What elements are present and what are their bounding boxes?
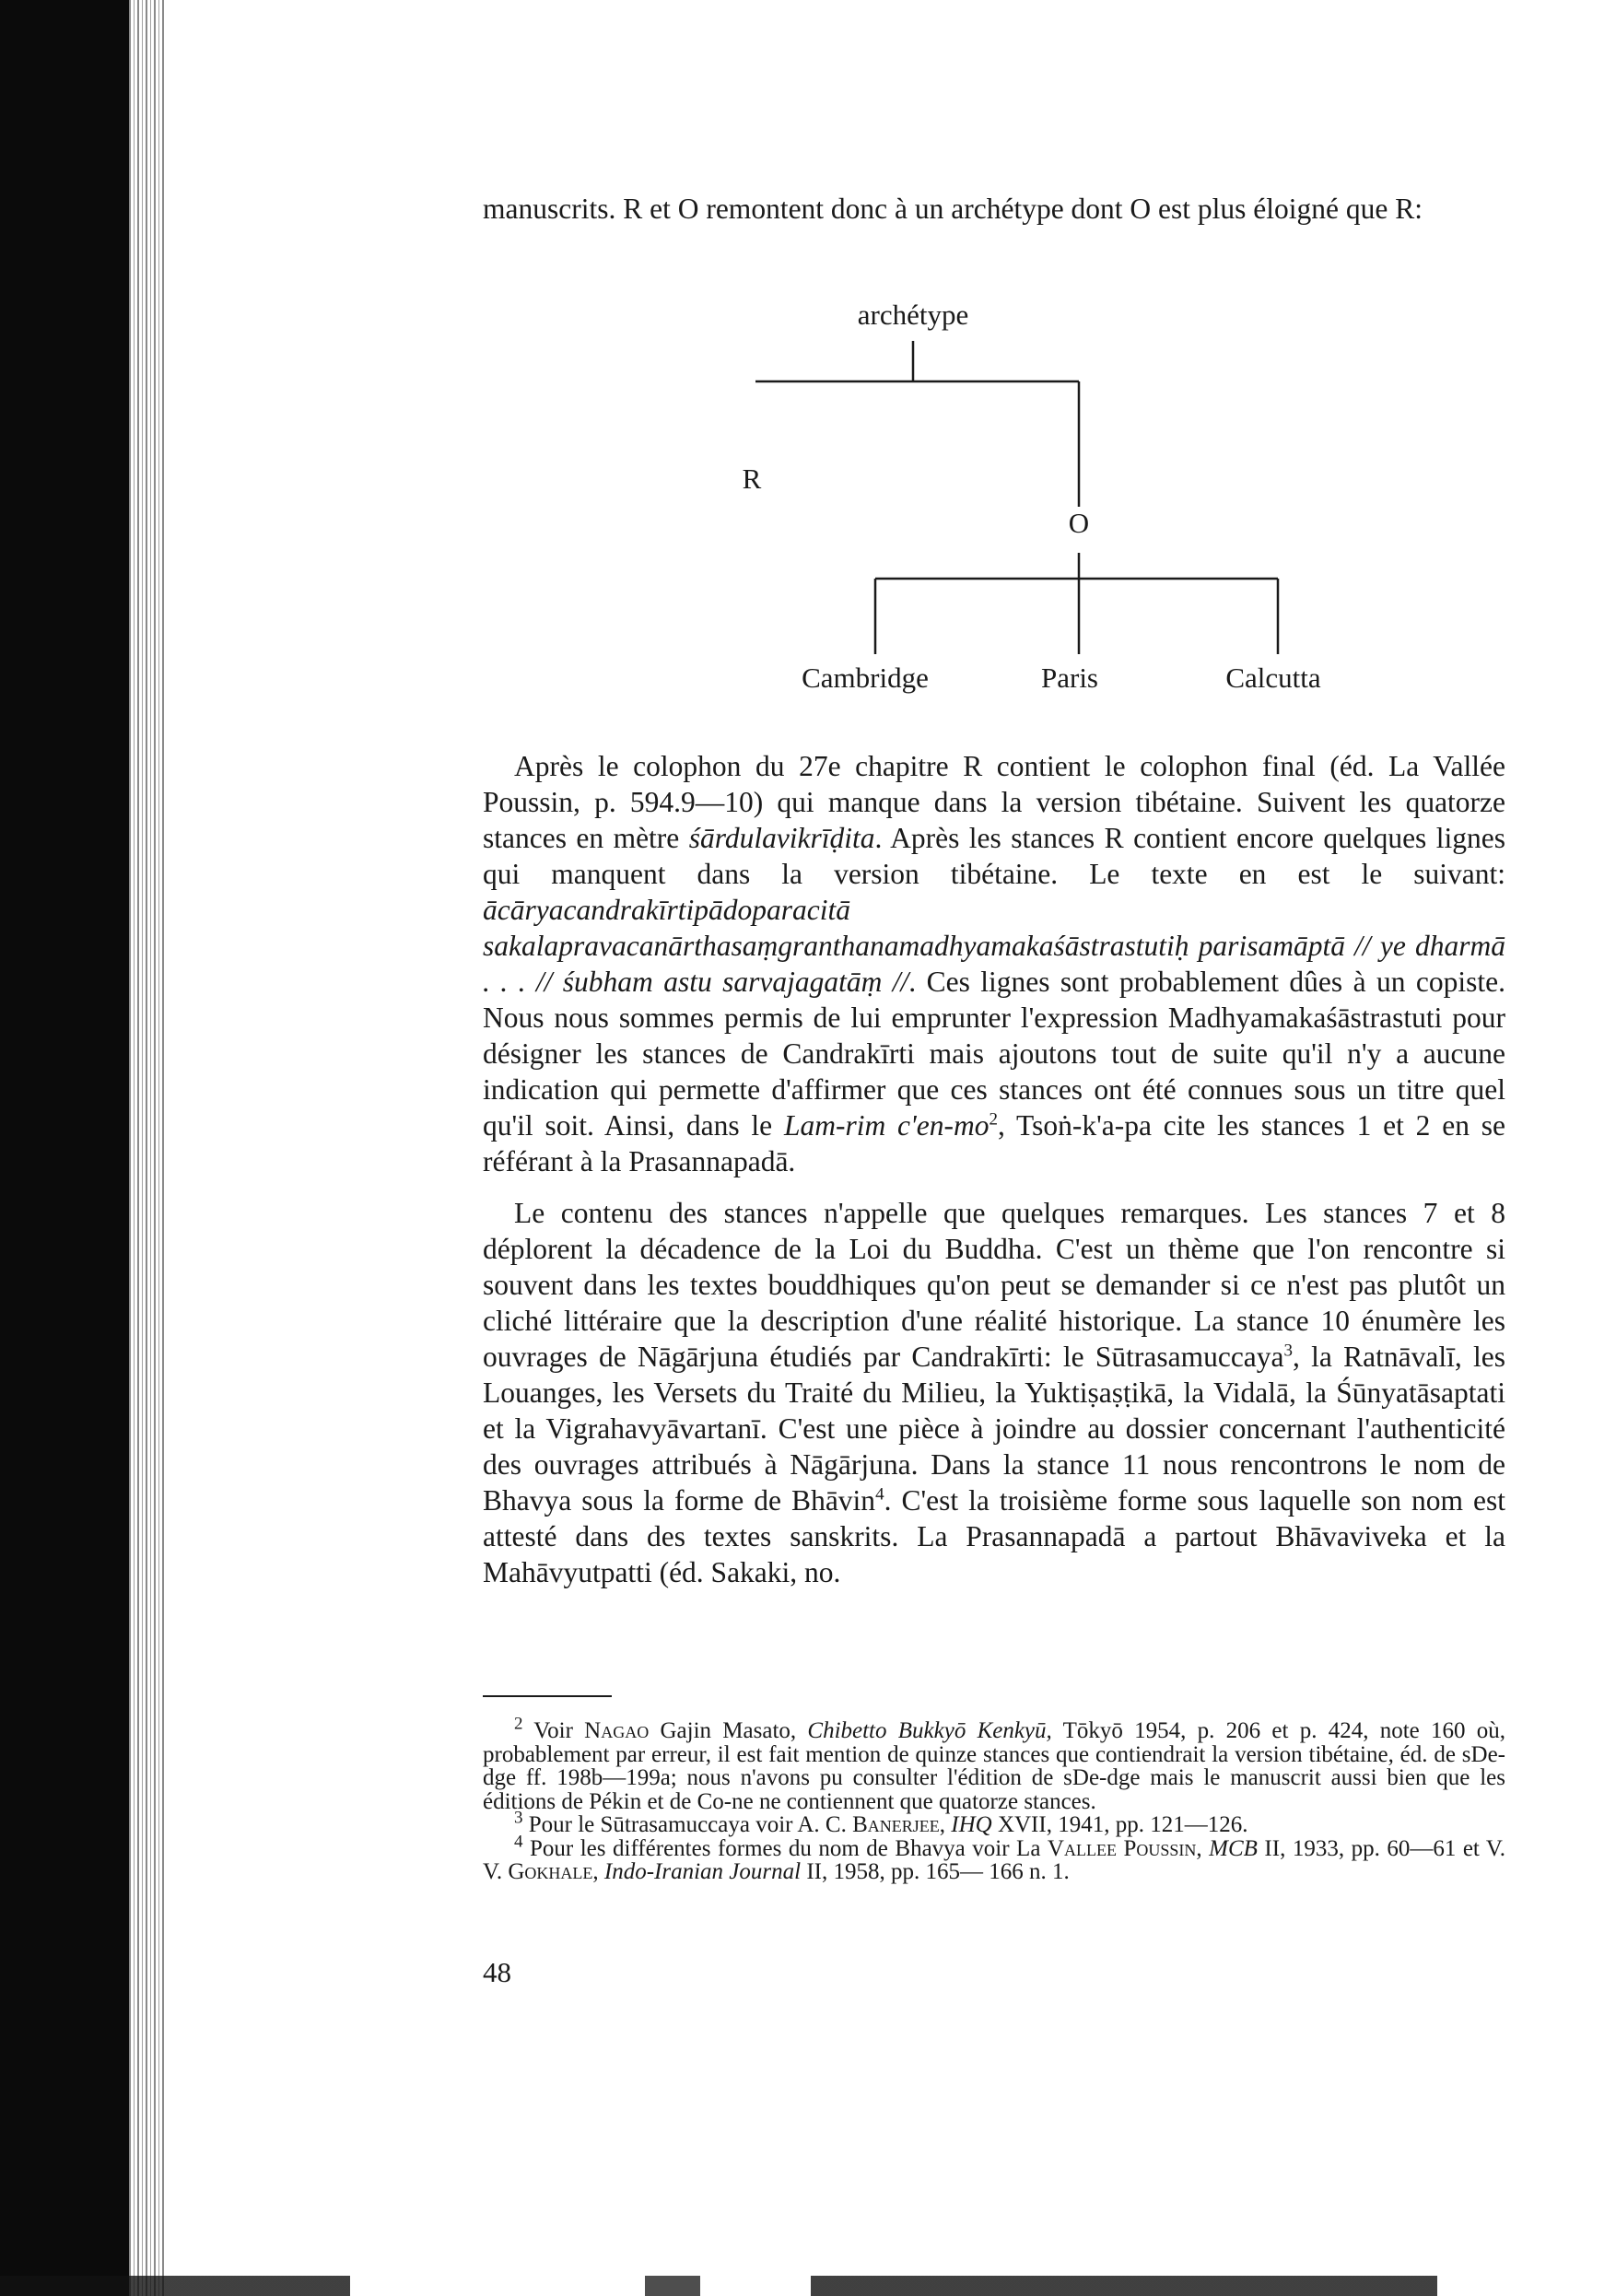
body-text <box>483 748 1505 1590</box>
stemma-diagram <box>742 293 1364 717</box>
paragraph-colophon: Après le colophon du 27e chapitre R contient le colophon final (éd. La Vallée Poussin, p. 594.9—10) qui manque dans la version tibétaine. Suivent les quatorze stances en mètre śārdulavikrīḍita. Après les stances R contient encore quelques lignes qui manquent dans la version tibétaine. Le texte en est le suivant: ācāryacandrakīrtipādoparacitā sakalapravacanārthasaṃgranthanamadhyamakaśāstrastutiḥ parisamāptā // ye dharmā . . . // śubham astu sarvajagatāṃ //. Ces lignes sont probablement dûes à un copiste. Nous nous sommes permis de lui emprunter l'expression Madhyamakaśāstrastuti pour désigner les stances de Candrakīrti mais ajoutons tout de suite qu'il n'y a aucune indication qui permette d'affirmer que ces stances ont été connues sous un titre quel qu'il soit. Ainsi, dans le Lam-rim $c'en-mo^2$, Tsoṅ-k'a-pa cite les stances 1 et 2 en se référant à la Prasannapadā. <box>483 750 1506 1177</box>
scan-binding-shadow <box>0 0 129 2296</box>
stemma-node-archetype: archétype <box>857 299 969 331</box>
paragraph-contents: Le contenu des stances n'appelle que quelques remarques. Les stances 7 et 8 déplorent la décadence de la Loi du Buddha. C'est un thème que l'on rencontre si souvent dans les textes bouddhiques qu'on peut se demander si ce n'est pas plutôt un cliché littéraire que la description d'une réalité historique. La stance 10 énumère les ouvrages de Nāgārjuna étudiés par Candrakīrti: le Sūtrasamuccaya$^3$, la Ratnāvalī, les Louanges, les Versets du Traité du Milieu, la Yuktiṣaṣṭikā, la Vidalā, la Śūnyatāsaptati et la Vigrahavyāvartanī. C'est une pièce à joindre au dossier concernant l'authenticité des ouvrages attribués à Nāgārjuna. Dans la stance 11 nous rencontrons le nom de Bhavya sous la forme de Bhāvin$^4$. C'est la troisième forme sous laquelle son nom est attesté dans des textes sanskrits. La Prasannapadā a partout Bhāvaviveka et la Mahāvyutpatti (éd. Sakaki, no. <box>483 1197 1506 1588</box>
footnote-4: $^4$ Pour les différentes formes du nom de Bhavya voir La Vallee Poussin, MCB II, 1933, pp. 60—61 et V. V. Gokhale, Indo-Iranian Journal II, 1958, pp. 165— 166 n. 1. <box>483 1832 1506 1884</box>
stemma-node-r: R <box>742 463 762 495</box>
lamrim-title: Lam-rim c'en-mo <box>783 1109 990 1142</box>
sanskrit-colophon: ācāryacandrakīrtipādoparacitā sakalapravacanārthasaṃgranthanamadhyamakaśāstrastutiḥ parisamāptā // ye dharmā . . . // śubham astu sarvajagatāṃ // <box>483 894 1505 998</box>
intro-text <box>483 191 1505 227</box>
meter-name: śārdulavikrīḍita <box>688 822 875 854</box>
footnote-2: $^2$ Voir Nagao Gajin Masato, Chibetto Bukkyō Kenkyū, Tōkyō 1954, p. 206 et p. 424, note 160 où, probablement par erreur, il est fait mention de quinze stances que contiendrait la version tibétaine, éd. de sDe-dge ff. 198b—199a; nous n'avons pu consulter l'édition de sDe-dge mais le manuscrit aussi bien que les éditions de Pékin et de Co-ne ne contiennent que quatorze stances. <box>483 1714 1506 1814</box>
scan-bottom-edge <box>0 2276 1616 2296</box>
stemma-leaf-cambridge: Cambridge <box>802 662 929 694</box>
scan-binding-edge <box>129 0 166 2296</box>
footnote-ref-3: 3 <box>1283 1341 1294 1361</box>
footnote-ref-4: 4 <box>875 1484 884 1505</box>
footnote-separator <box>483 1695 612 1697</box>
footnote-3: $^3$ Pour le Sūtrasamuccaya voir A. C. Banerjee, IHQ XVII, 1941, pp. 121—126. <box>514 1808 1248 1837</box>
stemma-lines <box>755 293 1364 717</box>
stemma-leaf-paris: Paris <box>1041 662 1098 694</box>
footnotes <box>483 1714 1506 1884</box>
stemma-node-o: O <box>1068 507 1090 539</box>
page-number: 48 <box>483 1956 511 1988</box>
intro-sentence: manuscrits. R et O remontent donc à un archétype dont O est plus éloigné que R: <box>483 193 1423 225</box>
footnote-ref-2: 2 <box>989 1109 998 1130</box>
stemma-leaf-calcutta: Calcutta <box>1225 662 1321 694</box>
